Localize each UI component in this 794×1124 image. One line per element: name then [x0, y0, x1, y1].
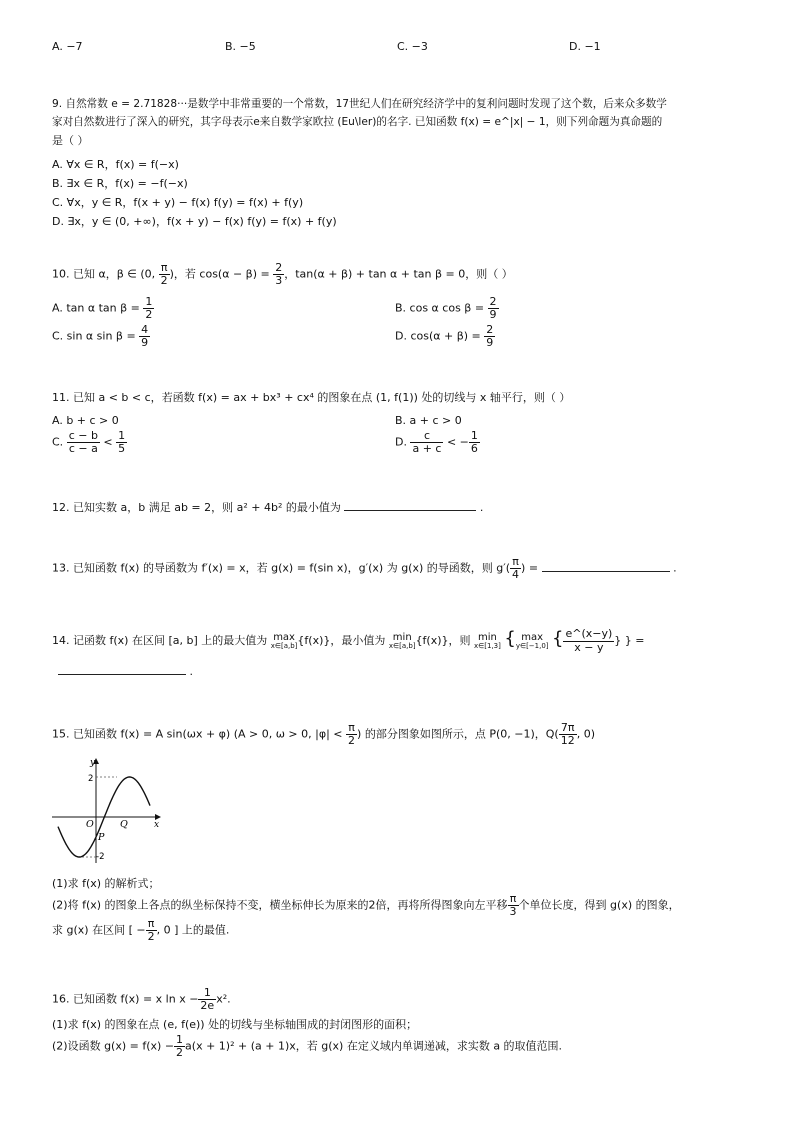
- q10-stem-b: )，若 cos(α − β) =: [169, 267, 274, 281]
- q10-option-c: C. sin α sin β = $\frac{4}{9}$: [52, 323, 149, 350]
- q11-option-c: C. $\frac{c - b}{c - a}$ < $\frac{1}{5}$: [52, 429, 126, 456]
- q11-option-b: B. a + c > 0: [395, 414, 462, 427]
- q14-answer-line: .: [58, 662, 193, 678]
- q13-answer-blank[interactable]: [542, 559, 670, 572]
- q9-stem-line2: 家对自然数进行了深入的研究，其字母表示e来自数学家欧拉 (Eu\ler)的名字. 已知函数 f(x) = e^|x| − 1，则下列命题为真命题的: [52, 116, 663, 128]
- q10-option-b: B. cos α cos β = $\frac{2}{9}$: [395, 295, 497, 322]
- q12-answer-blank[interactable]: [344, 498, 476, 511]
- q16-part2: (2)设函数 g(x) = f(x) − $\frac{1}{2}$ a(x + 1)² + (a + 1)x，若 g(x) 在定义域内单调递减，求实数 a 的取值范围.: [52, 1033, 563, 1060]
- q8-option-c: C. −3: [397, 40, 428, 53]
- q16-stem: 16. 已知函数 f(x) = x ln x − $\frac{1}{2e}$ x².: [52, 986, 231, 1013]
- q9-stem-line1: 9. 自然常数 e = 2.71828···是数学中非常重要的一个常数，17世纪人们在研究经济学中的复利问题时发现了这个数，后来众多数学: [52, 98, 667, 110]
- q15-stem: 15. 已知函数 f(x) = A sin(ωx + φ) (A > 0, ω > 0, |φ| < $\frac{\pi}{2}$ ) 的部分图象如图所示，点 P(0, −1)，Q( $\frac{7\pi}{12}$ , 0): [52, 721, 595, 748]
- q10-stem-a: 10. 已知 α，β ∈ (0,: [52, 267, 159, 281]
- q9-stem-line3: 是（ ）: [52, 134, 89, 147]
- q14-max2-operator: max y∈[−1,0]: [515, 631, 549, 650]
- q15-part2-line2: 求 g(x) 在区间 [ − $\frac{\pi}{2}$ , 0 ] 上的最值.: [52, 917, 230, 944]
- q8-option-b: B. −5: [225, 40, 256, 53]
- q15-sine-graph: [50, 755, 168, 867]
- q10-stem: [52, 262, 513, 287]
- q8-option-d: D. −1: [569, 40, 601, 53]
- q13-stem: 13. 已知函数 f(x) 的导函数为 f′(x) = x，若 g(x) = f(sin x)，g′(x) 为 g(x) 的导函数，则 g′( $\frac{\pi}{4}$ ) = .: [52, 555, 677, 582]
- point-q-label: Q: [120, 819, 128, 830]
- q14-stem: 14. 记函数 f(x) 在区间 [a, b] 上的最大值为 max x∈[a,b] {f(x)}，最小值为 min x∈[a,b] {f(x)}，则 min x∈[1,3] { max y∈[−1,0] { $\frac{e\^{}(x-y)}{x - y}$ } } =: [52, 627, 645, 654]
- q10-frac-pi-2: $\frac{\pi}{2}$: [160, 261, 168, 288]
- q14-min2-operator: min x∈[1,3]: [474, 631, 501, 650]
- q15-part1: (1)求 f(x) 的解析式；: [52, 877, 160, 890]
- q15-part2-line1: (2)将 f(x) 的图象上各点的纵坐标保持不变，横坐标伸长为原来的2倍，再将所得图象向左平移 $\frac{\pi}{3}$ 个单位长度，得到 g(x) 的图象，: [52, 892, 680, 919]
- q10-option-d: D. cos(α + β) = $\frac{2}{9}$: [395, 323, 494, 350]
- q9-option-c: C. ∀x，y ∈ R，f(x + y) − f(x) f(y) = f(x) + f(y): [52, 196, 304, 209]
- q10-stem-d: ，tan(α + β) + tan α + tan β = 0，则（ ）: [284, 267, 513, 281]
- q11-stem: 11. 已知 a < b < c，若函数 f(x) = ax + bx³ + cx⁴ 的图象在点 (1, f(1)) 处的切线与 x 轴平行，则（ ）: [52, 391, 571, 404]
- q11-option-d: D. $\frac{c}{a + c}$ < − $\frac{1}{6}$: [395, 429, 478, 456]
- origin-label: O: [86, 819, 94, 830]
- tick-2-label: 2: [88, 774, 94, 784]
- q10-option-a: A. tan α tan β = $\frac{1}{2}$: [52, 295, 153, 322]
- point-p-label: P: [98, 832, 105, 843]
- q9-option-d: D. ∃x，y ∈ (0, +∞)，f(x + y) − f(x) f(y) = f(x) + f(y): [52, 215, 337, 228]
- q14-max-operator: max x∈[a,b]: [270, 631, 298, 650]
- q9-option-a: A. ∀x ∈ R，f(x) = f(−x): [52, 158, 179, 171]
- q14-min-operator: min x∈[a,b]: [388, 631, 416, 650]
- y-axis-label: y: [90, 758, 96, 768]
- q16-part1: (1)求 f(x) 的图象在点 (e, f(e)) 处的切线与坐标轴围成的封闭图形的面积；: [52, 1018, 418, 1031]
- q14-answer-blank[interactable]: [58, 662, 186, 675]
- q9-option-b: B. ∃x ∈ R，f(x) = −f(−x): [52, 177, 188, 190]
- q11-option-a: A. b + c > 0: [52, 414, 119, 427]
- q10-frac-2-3: $\frac{2}{3}$: [275, 261, 283, 288]
- q12-stem: 12. 已知实数 a，b 满足 ab = 2，则 a² + 4b² 的最小值为 .: [52, 498, 483, 515]
- q8-option-a: A. −7: [52, 40, 83, 53]
- x-axis-label: x: [154, 820, 160, 830]
- tick-neg2-label: -2: [96, 852, 105, 862]
